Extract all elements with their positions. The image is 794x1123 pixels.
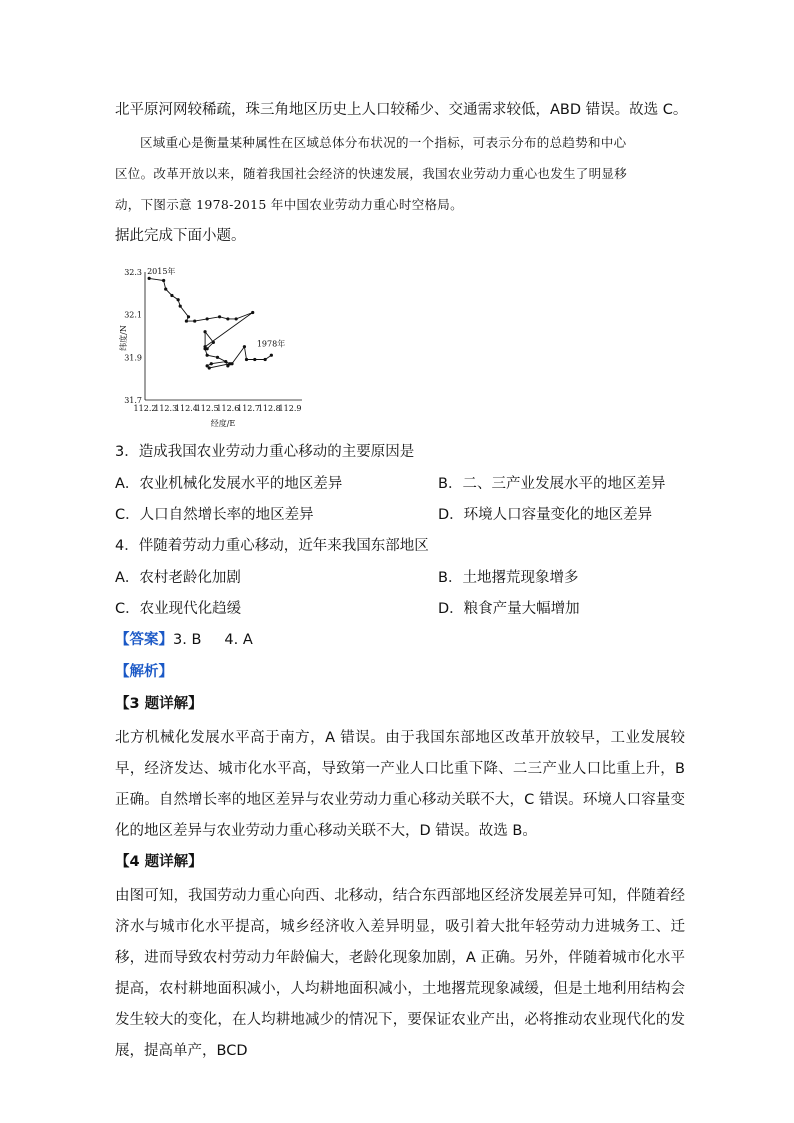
data-point <box>253 358 256 361</box>
data-point <box>264 358 267 361</box>
q4-option-a: A．农村老龄化加剧 <box>115 570 241 586</box>
detail4-text: 由图可知，我国劳动力重心向西、北移动，结合东西部地区经济发展差异可知，伴随着经济水与城市化水平提高，城乡经济收入差异明显，吸引着大批年轻劳动力进城务工、迁移，进而导致农村劳动力年龄偏大，老龄化现象加剧，A 正确。另外，伴随着城市化水平提高，农村耕地面积减小，人均耕地面积减小，土地撂荒现象减缓，但是土地利用结构会发生较大的变化，在人均耕地减少的情况下，要保证农业产出，必将推动农业现代化的发展，提高单产，BCD <box>115 888 685 1059</box>
answer-line <box>115 628 253 649</box>
year-annotations <box>147 266 285 349</box>
data-point <box>218 315 221 318</box>
data-point <box>164 287 167 290</box>
y-tick-label: 32.3 <box>124 268 142 277</box>
data-point <box>203 345 206 348</box>
data-point <box>212 341 215 344</box>
data-point <box>251 311 254 314</box>
analysis-label: 【解析】 <box>115 664 173 680</box>
data-point <box>148 277 151 280</box>
x-tick-label: 112.5 <box>195 404 219 413</box>
labor-gravity-center-chart <box>112 262 312 432</box>
data-point <box>235 317 238 320</box>
text-line-top: 北平原河网较稀疏，珠三角地区历史上人口较稀少、交通需求较低，ABD 错误。故选 C。 <box>115 102 688 118</box>
data-point <box>206 317 209 320</box>
x-tick-label: 112.7 <box>237 404 261 413</box>
data-point <box>170 294 173 297</box>
q4-option-d: D．粮食产量大幅增加 <box>438 601 580 617</box>
q3-option-b: B．二、三产业发展水平的地区差异 <box>438 476 666 492</box>
q3-option-a: A．农业机械化发展水平的地区差异 <box>115 476 343 492</box>
data-point <box>177 298 180 301</box>
detail4-label: 【4 题详解】 <box>115 854 203 870</box>
x-tick-label: 112.8 <box>257 404 281 413</box>
data-point <box>208 366 211 369</box>
q4-option-b: B．土地撂荒现象增多 <box>438 570 579 586</box>
data-point <box>179 305 182 308</box>
x-tick-label: 112.2 <box>133 404 157 413</box>
y-tick-label: 31.9 <box>124 353 142 363</box>
x-tick-label: 112.3 <box>154 404 178 413</box>
data-point <box>226 317 229 320</box>
data-point <box>245 358 248 361</box>
data-point <box>203 330 206 333</box>
y-tick-label: 32.1 <box>124 310 142 320</box>
data-point <box>187 315 190 318</box>
data-point <box>224 360 227 363</box>
x-tick-label: 112.6 <box>216 404 240 413</box>
data-point <box>206 354 209 357</box>
intro-line-3: 动，下图示意 1978-2015 年中国农业劳动力重心时空格局。 <box>115 197 463 212</box>
data-point <box>162 279 165 282</box>
x-tick-labels <box>134 404 302 413</box>
q4-option-c: C．农业现代化趋缓 <box>115 601 242 617</box>
year-annotation: 2015年 <box>147 267 176 277</box>
q3-option-c: C．人口自然增长率的地区差异 <box>115 507 314 523</box>
data-point <box>228 362 231 365</box>
q4-stem: 4．伴随着劳动力重心移动，近年来我国东部地区 <box>115 538 429 554</box>
x-axis-label: 经度/E <box>210 419 236 428</box>
year-annotation: 1978年 <box>256 339 286 349</box>
x-tick-label: 112.9 <box>278 404 302 413</box>
data-point <box>270 354 273 357</box>
data-point <box>243 345 246 348</box>
data-point <box>193 319 196 322</box>
intro-line-1: 区域重心是衡量某种属性在区域总体分布状况的一个指标，可表示分布的总趋势和中心 <box>140 135 627 150</box>
prompt-text: 据此完成下面小题。 <box>115 228 246 244</box>
y-axis-label: 纬度/N <box>119 325 128 351</box>
detail3-label: 【3 题详解】 <box>115 696 203 712</box>
q3-option-d: D．环境人口容量变化的地区差异 <box>438 507 653 523</box>
x-tick-label: 112.4 <box>174 404 198 413</box>
y-tick-label: 31.7 <box>124 396 142 405</box>
data-point <box>216 356 219 359</box>
gravity-center-path <box>149 278 271 368</box>
data-point <box>210 362 213 365</box>
q3-stem: 3．造成我国农业劳动力重心移动的主要原因是 <box>115 444 415 460</box>
answer-label: 【答案】 <box>115 632 173 648</box>
intro-line-2: 区位。改革开放以来，随着我国社会经济的快速发展，我国农业劳动力重心也发生了明显移 <box>115 166 628 181</box>
answer-value: 3. B 4. A <box>173 632 253 648</box>
data-point <box>185 319 188 322</box>
detail3-text: 北方机械化发展水平高于南方，A 错误。由于我国东部地区改革开放较早，工业发展较早，经济发达、城市化水平高，导致第一产业人口比重下降、二三产业人口比重上升，B 正确。自然增长率的地区差异与农业劳动力重心移动关联不大，C 错误。环境人口容量变化的地区差异与农业劳动力重心移动关联不大，D 错误。故选 B。 <box>115 730 685 839</box>
